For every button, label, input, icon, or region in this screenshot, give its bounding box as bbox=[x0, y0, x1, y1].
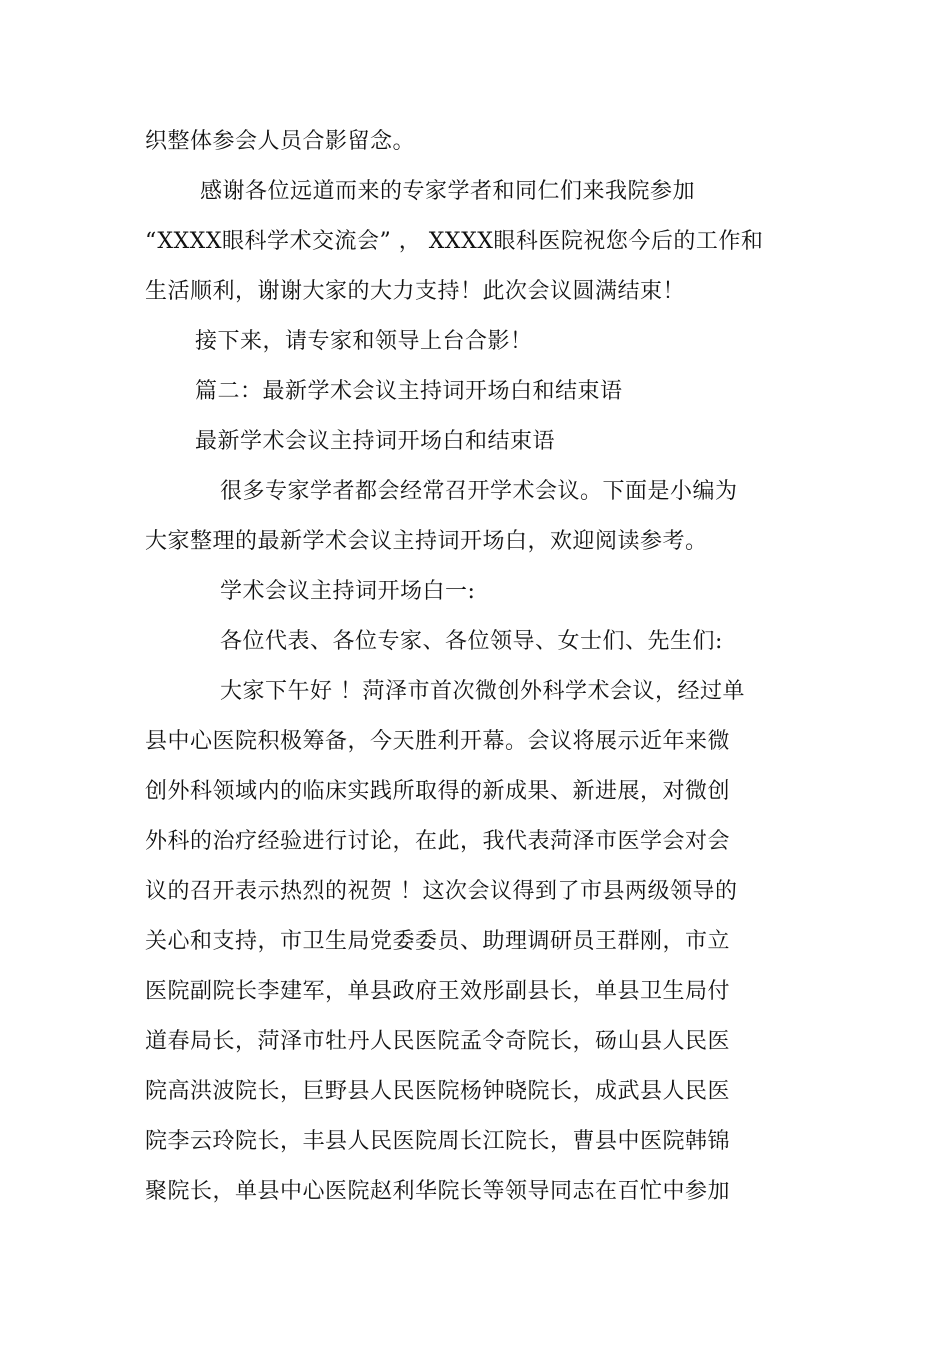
paragraph-line: 很多专家学者都会经常召开学术会议。下面是小编为 bbox=[220, 479, 738, 504]
paragraph-line: 关心和支持，市卫生局党委委员、助理调研员王群刚，市立 bbox=[145, 929, 731, 954]
paragraph-line: 外科的治疗经验进行讨论，在此，我代表菏泽市医学会对会 bbox=[145, 829, 731, 854]
section-heading: 篇二：最新学术会议主持词开场白和结束语 bbox=[195, 379, 623, 404]
paragraph-line: “XXXX眼科学术交流会” ， XXXX眼科医院祝您今后的工作和 bbox=[145, 229, 764, 254]
paragraph-line: 议的召开表示热烈的祝贺 ！这次会议得到了市县两级领导的 bbox=[145, 879, 738, 904]
paragraph-line: 道春局长，菏泽市牡丹人民医院孟令奇院长，砀山县人民医 bbox=[145, 1029, 731, 1054]
paragraph-line: 大家下午好 ！菏泽市首次微创外科学术会议，经过单 bbox=[220, 679, 745, 704]
subheading: 学术会议主持词开场白一: bbox=[220, 579, 476, 604]
paragraph-line: 聚院长，单县中心医院赵利华院长等领导同志在百忙中参加 bbox=[145, 1179, 731, 1204]
paragraph-line: 生活顺利，谢谢大家的大力支持！此次会议圆满结束！ bbox=[145, 279, 686, 304]
greeting-line: 各位代表、各位专家、各位领导、女士们、先生们: bbox=[220, 629, 723, 654]
paragraph-line: 织整体参会人员合影留念。 bbox=[145, 129, 416, 154]
section-title: 最新学术会议主持词开场白和结束语 bbox=[195, 429, 556, 454]
paragraph-line: 院李云玲院长，丰县人民医院周长江院长，曹县中医院韩锦 bbox=[145, 1129, 731, 1154]
paragraph-line: 接下来，请专家和领导上台合影！ bbox=[195, 329, 533, 354]
paragraph-line: 院高洪波院长，巨野县人民医院杨钟晓院长，成武县人民医 bbox=[145, 1079, 731, 1104]
paragraph-line: 医院副院长李建军，单县政府王效彤副县长，单县卫生局付 bbox=[145, 979, 731, 1004]
paragraph-line: 感谢各位远道而来的专家学者和同仁们来我院参加 bbox=[200, 179, 696, 204]
paragraph-line: 大家整理的最新学术会议主持词开场白，欢迎阅读参考。 bbox=[145, 529, 708, 554]
paragraph-line: 县中心医院积极筹备，今天胜利开幕。会议将展示近年来微 bbox=[145, 729, 731, 754]
paragraph-line: 创外科领域内的临床实践所取得的新成果、新进展，对微创 bbox=[145, 779, 731, 804]
